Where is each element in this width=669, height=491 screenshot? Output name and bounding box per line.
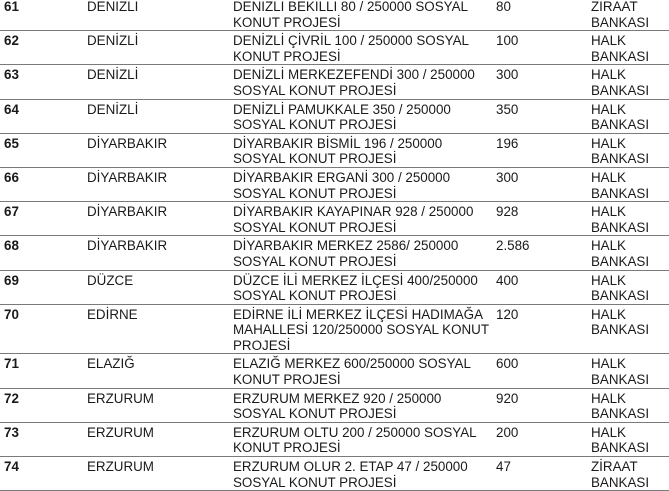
row-number: 61 — [0, 0, 83, 31]
count-cell: 120 — [492, 304, 587, 354]
project-cell: DİYARBAKIR BİSMİL 196 / 250000 SOSYAL KONUT PROJESİ — [229, 133, 492, 167]
row-number: 66 — [0, 167, 83, 201]
row-number: 70 — [0, 304, 83, 354]
table-row — [0, 270, 669, 304]
city-cell: DENİZLİ — [83, 0, 229, 31]
bank-cell: HALK BANKASI — [587, 422, 669, 456]
city-cell: DİYARBAKIR — [83, 236, 229, 270]
bank-cell: ZİRAAT BANKASI — [587, 0, 669, 31]
project-cell: DİYARBAKIR MERKEZ 2586/ 250000 SOSYAL KONUT PROJESİ — [229, 236, 492, 270]
city-cell: DİYARBAKIR — [83, 167, 229, 201]
row-number: 72 — [0, 388, 83, 422]
bank-cell: HALK BANKASI — [587, 202, 669, 236]
project-cell: DÜZCE İLİ MERKEZ İLÇESİ 400/250000 SOSYAL KONUT PROJESİ — [229, 270, 492, 304]
count-cell: 200 — [492, 422, 587, 456]
project-cell: ERZURUM OLUR 2. ETAP 47 / 250000 SOSYAL KONUT PROJESİ — [229, 457, 492, 491]
bank-cell: HALK BANKASI — [587, 236, 669, 270]
bank-cell: HALK BANKASI — [587, 388, 669, 422]
row-number: 64 — [0, 99, 83, 133]
city-cell: DİYARBAKIR — [83, 202, 229, 236]
row-number: 63 — [0, 65, 83, 99]
city-cell: DENİZLİ — [83, 65, 229, 99]
bank-cell: HALK BANKASI — [587, 31, 669, 65]
bank-cell: HALK BANKASI — [587, 99, 669, 133]
count-cell: 300 — [492, 65, 587, 99]
count-cell: 196 — [492, 133, 587, 167]
table-row — [0, 167, 669, 201]
table-row — [0, 0, 669, 31]
project-cell: ELAZIĞ MERKEZ 600/250000 SOSYAL KONUT PROJESİ — [229, 354, 492, 388]
row-number: 65 — [0, 133, 83, 167]
project-cell: DENİZLİ PAMUKKALE 350 / 250000 SOSYAL KONUT PROJESİ — [229, 99, 492, 133]
row-number: 69 — [0, 270, 83, 304]
table-row — [0, 31, 669, 65]
table-row — [0, 354, 669, 388]
count-cell: 600 — [492, 354, 587, 388]
city-cell: ERZURUM — [83, 388, 229, 422]
row-number: 68 — [0, 236, 83, 270]
bank-cell: HALK BANKASI — [587, 354, 669, 388]
count-cell: 400 — [492, 270, 587, 304]
city-cell: DENİZLİ — [83, 99, 229, 133]
city-cell: ERZURUM — [83, 422, 229, 456]
count-cell: 350 — [492, 99, 587, 133]
count-cell: 80 — [492, 0, 587, 31]
city-cell: EDİRNE — [83, 304, 229, 354]
table-row — [0, 388, 669, 422]
project-cell: DİYARBAKIR KAYAPINAR 928 / 250000 SOSYAL KONUT PROJESİ — [229, 202, 492, 236]
project-cell: DENİZLİ MERKEZEFENDİ 300 / 250000 SOSYAL KONUT PROJESİ — [229, 65, 492, 99]
project-cell: DENİZLİ ÇİVRİL 100 / 250000 SOSYAL KONUT PROJESİ — [229, 31, 492, 65]
bank-cell: HALK BANKASI — [587, 65, 669, 99]
city-cell: ERZURUM — [83, 457, 229, 491]
table-row — [0, 422, 669, 456]
count-cell: 2.586 — [492, 236, 587, 270]
count-cell: 47 — [492, 457, 587, 491]
bank-cell: HALK BANKASI — [587, 133, 669, 167]
row-number: 67 — [0, 202, 83, 236]
project-cell: DİYARBAKIR ERGANİ 300 / 250000 SOSYAL KONUT PROJESİ — [229, 167, 492, 201]
city-cell: DENİZLİ — [83, 31, 229, 65]
row-number: 74 — [0, 457, 83, 491]
table-row — [0, 99, 669, 133]
city-cell: DİYARBAKIR — [83, 133, 229, 167]
city-cell: DÜZCE — [83, 270, 229, 304]
bank-cell: HALK BANKASI — [587, 167, 669, 201]
row-number: 62 — [0, 31, 83, 65]
city-cell: ELAZIĞ — [83, 354, 229, 388]
bank-cell: ZİRAAT BANKASI — [587, 457, 669, 491]
count-cell: 100 — [492, 31, 587, 65]
bank-cell: HALK BANKASI — [587, 304, 669, 354]
count-cell: 928 — [492, 202, 587, 236]
count-cell: 300 — [492, 167, 587, 201]
table-row — [0, 457, 669, 491]
project-cell: EDİRNE İLİ MERKEZ İLÇESİ HADIMAĞA MAHALLESİ 120/250000 SOSYAL KONUT PROJESİ — [229, 304, 492, 354]
bank-cell: HALK BANKASI — [587, 270, 669, 304]
row-number: 73 — [0, 422, 83, 456]
table-row — [0, 133, 669, 167]
table-row — [0, 202, 669, 236]
project-cell: ERZURUM OLTU 200 / 250000 SOSYAL KONUT PROJESİ — [229, 422, 492, 456]
project-cell: DENİZLİ BEKİLLİ 80 / 250000 SOSYAL KONUT PROJESİ — [229, 0, 492, 31]
table-row — [0, 304, 669, 354]
row-number: 71 — [0, 354, 83, 388]
table-row — [0, 65, 669, 99]
table-row — [0, 236, 669, 270]
count-cell: 920 — [492, 388, 587, 422]
project-cell: ERZURUM MERKEZ 920 / 250000 SOSYAL KONUT PROJESİ — [229, 388, 492, 422]
